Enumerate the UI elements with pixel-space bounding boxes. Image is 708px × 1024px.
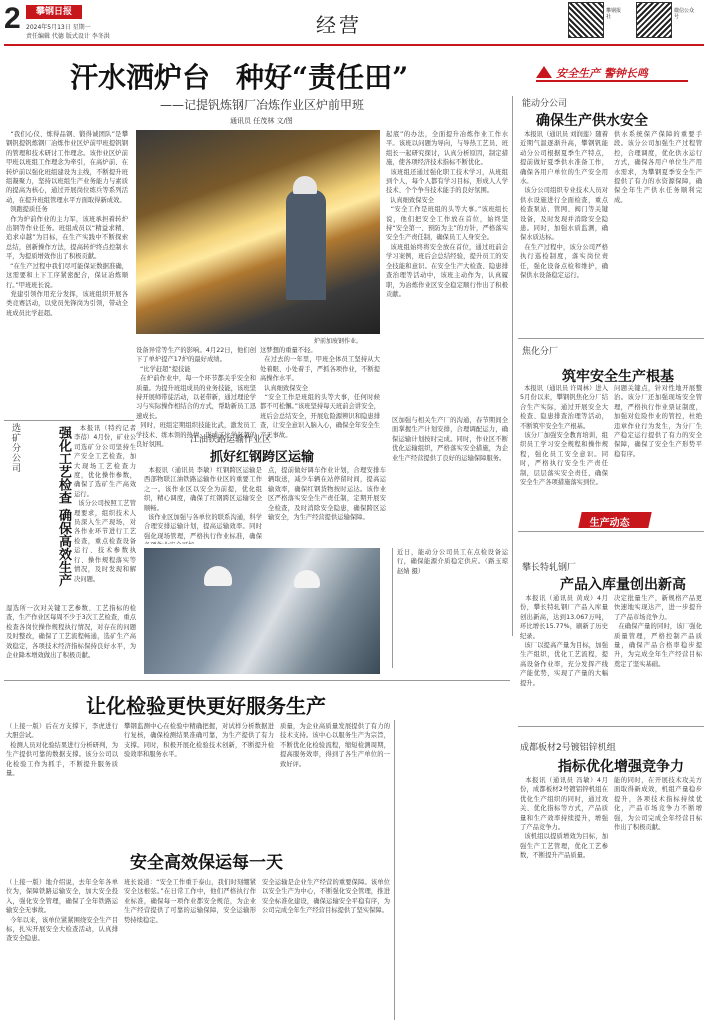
jianyan-col-3: 质量，为企业高质量发展提供了有力的技术支持。该中心以服务生产为宗旨，不断优化化检验流程，缩短检测周期，提高服务效率，得到了各生产单位的一致好评。 [280, 723, 390, 768]
logo-text: 攀钢日报 [35, 7, 72, 17]
lingsheng-col-2: 供水系统保产保障的重要手段。该分公司加强生产过程管控，合理调度，优化供水运行方式，确保各用户单位生产用水需求，为攀钢夏季安全生产提供了有力的水资源保障，确保全年生产供水任务顺利完成。 [614, 131, 702, 204]
zhixiaofeng-col-1: 本报讯（特约记者 李蓓）4月份，矿业公司选矿分公司坚持生产安全工艺检查，加大现场工艺检查力度，优化操作参数，确保了选矿生产高效运行。 该分公司按照工艺管理要求，组织技术人员深入生产现场，对各作业环节进行工艺检查，重点检查设备运行、技术参数执行、操作规程落实等情况，及时发现和解决问题。 [74, 425, 136, 583]
qr-code-2 [636, 2, 672, 38]
photo-helmet-1 [204, 566, 232, 586]
jiaohua-col-1: 本报讯（通讯员 许周林）进入5月份以来，攀钢钒焦化分厂结合生产实际，通过开展安全大检查、隐患排查治理等活动，不断筑牢安全生产根基。 该分厂加强安全教育培训，组织员工学习安全规程和操作规程，强化员工安全意识。同时，严格执行安全生产责任制，层层落实安全责任，确保安全生产各项措施落实到位。 [520, 385, 608, 487]
banner-triangle-icon [536, 66, 552, 78]
lingsheng-col-1: 本报讯（通讯员 刘润莲）随着近期气温逐渐升高，攀钢钒能动分公司根据夏季生产特点，提前做好夏季供水准备工作，确保各用户单位的生产安全用水。 该分公司组织专业技术人员对供水设施进行全面检查，重点检查泵站、管网、阀门等关键设备，及时发现并消除安全隐患。同时，加强水质监测，确保水质达标。 在生产过程中，该分公司严格执行巡检制度，落实岗位责任，强化设备点检和维护，确保供水设备稳定运行。 [520, 131, 608, 280]
rule-right-2 [518, 531, 704, 532]
qr-code-1 [568, 2, 604, 38]
jiaohua-headline: 筑牢安全生产根基 [562, 369, 674, 385]
photo-helmet-shape [293, 176, 317, 194]
zhixiaofeng-headline: 强化工艺检查 确保高效生产 [56, 426, 71, 587]
zhixiaofeng-section: 选矿分公司 [12, 424, 22, 474]
jiangyou-col-3: 区加强与相关生产厂的沟通，春节期间全面掌握生产计划安排，合理调配运力，确保运输计划按时完成。同时，作业区不断优化运输组织，严格落实安全措施，为企业生产经营提供了良好的运输保障服务。 [392, 417, 508, 462]
jiangyou-headline: 抓好红钢跨区运输 [210, 450, 315, 465]
lingsheng-headline: 确保生产供水安全 [536, 113, 648, 129]
rule-right-1 [518, 338, 704, 339]
lead-subhead: ——记提钒炼钢厂冶炼作业区炉前甲班 [160, 98, 365, 112]
banner-title: 安全生产 警钟长鸣 [556, 67, 648, 80]
lead-headline [70, 56, 480, 96]
lead-byline: 通讯员 任茂林 文/图 [230, 117, 293, 125]
rule-right-3 [518, 726, 704, 727]
panxin-col-2: 决定批量生产，新规格产品更快速地实现达产，进一步提升了产品市场竞争力。 在确保产量的同时，该厂强化质量管理，严格控制产品质量，确保产品合格率稳步提升，为完成全年生产经营目标奠定了坚实基础。 [614, 595, 702, 668]
yunshu-col-3: 安全运输是企业生产经营的重要保障。该单位以安全生产为中心，不断强化安全管理，推进安全标准化建设，确保运输安全平稳有序，为公司完成全年生产经营目标提供了坚实保障。 [262, 879, 390, 915]
lingsheng-section: 能动分公司 [522, 99, 568, 109]
qr1-caption: 攀钢报社 [606, 8, 622, 20]
masthead-rule [4, 44, 704, 46]
rule-bottom-1 [4, 680, 510, 681]
page-number: 2 [4, 2, 21, 35]
panxin-col-1: 本报讯（通讯员 黄成）4月份，攀长特轧钢厂产品入库量创出新高，达到13.067万吨，环比增长15.77%，刷新了历史纪录。 该厂以提高产量为目标，加强生产组织，优化工艺流程，提高设备作业率，充分发挥产线产能优势，实现了产量的大幅提升。 [520, 595, 608, 687]
safety-banner [536, 62, 688, 82]
zhixiaofeng-col-2: 湿选所一次对关键工艺参数、工艺指标的检查，生产作业区每周不少于3次工艺检查，重点检查各岗位操作规程执行情况，对存在的问题及时整改，确保了工艺流程畅通，选矿生产高效稳定，各项技术经济指标保持良好水平，为企业降本增效做出了积极贡献。 [6, 605, 136, 660]
date-line: 2024年5月13日 星期一 [26, 24, 91, 31]
yunshu-col-1: （上接一版）地介绍说，去年全年各单位为，保障铁路运输安全，加大安全投入，强化安全管理，确保了全年铁路运输安全无事故。 今年以来，该单位紧紧围绕安全生产目标，扎实开展安全大检查活动，认真排查安全隐患。 [6, 879, 118, 943]
lead-col-4: 起底”的办法，全面提升冶炼作业工作水平。该班以问题为导向，与导热工艺员、班组长一起研究探讨，认真分析原因，制定措施，使各项经济技术指标不断优化。 该班组还通过强化职工技术学习，从班组到个人，每个人都有学习目标，形成人人学技术、个个争当技术能手的良好氛围。 认真细致保安全 “安全工作是班组的头等大事。”该班组长说，他们把安全工作放在首位，始终坚持“安全第一、预防为主”的方针，严格落实安全生产责任制，确保员工人身安全。 该班组始终将安全放在首位，通过班前会学习案例，班后会总结经验，提升员工的安全技能和意识。在安全生产大检查、隐患排查治理等活动中，该班主动作为，认真履职，为冶炼作业区安全稳定顺行作出了积极贡献。 [386, 131, 508, 298]
jianyan-headline: 让化检验更快更好服务生产 [86, 694, 326, 718]
column-divider-bottom [394, 720, 395, 1020]
editor-line: 责任编辑 代德 版式设计 李冬洪 [26, 33, 110, 40]
photo-worker-shape [286, 190, 326, 300]
chengdu-col-2: 能的同时，在开展技术攻关方面取得新成效，机组产量稳步提升，各项技术指标持续优化，产品市场竞争力不断增强，为公司完成全年经营目标作出了积极贡献。 [614, 777, 702, 832]
jianyan-col-1: （上接一版）后在方支撑下，李虎进行大胆尝试。 检测人员对化验结果进行分析研判，为生产提供可靠的数据支撑。该分公司以化检验工作为抓手，不断提升服务质量。 [6, 723, 118, 778]
workers-photo [144, 548, 380, 674]
chengdu-section: 成都板材2号镀铝锌机组 [520, 743, 616, 753]
masthead-logo [26, 5, 82, 19]
jiangyou-col-1: 本报讯（通讯员 李敏）红钢跨区运输是西部物联江油铁路运输作业区的重要工作之一。该作业区以安全为前提，优化组织，精心调度，确保了红钢跨区运输安全顺畅。 该作业区加强与各单位的联系沟通，科学合理安排运输计划，提高运输效率。同时强化现场管理，严格执行作业标准，确保 [144, 467, 262, 540]
headline-part-a: 汗水洒炉台 [70, 61, 211, 94]
photo-helmet-2 [294, 570, 320, 588]
panxin-headline: 产品入库量创出新高 [560, 577, 686, 593]
yunshu-headline: 安全高效保运每一天 [130, 853, 283, 873]
jianyan-col-2: 攀钢监测中心在检验中精确把握，对试样分析数据进行复核，确保检测结果准确可靠，为生产提供了有力支撑。同时，积极开展化检验技术创新，不断提升检验效率和服务水平。 [124, 723, 274, 759]
column-divider-main [512, 96, 513, 636]
qr2-caption: 微信公众号 [674, 8, 695, 20]
jiangyou-section: 江油铁路运输作业区 [190, 435, 272, 445]
jiangyou-col-2: 点，提前做好调车作业计划，合理安排车辆取送，减少车辆在站停留时间，提高运输效率，确保红钢货物按时运达。该作业区严格落实安全生产责任制，定期开展安全检查，及时消除安全隐患，确保跨区运输安全，为生产经营提供运输保障。 [268, 467, 386, 522]
panxin-section: 攀长特轧钢厂 [522, 563, 577, 573]
yunshu-col-2: 班长说道：“安全工作重于泰山，我们时刻绷紧安全这根弦。”在日常工作中，他们严格执行作业标准，确保每一项作业都安全规范，为企业生产经营提供了可靠的运输保障，安全运输形势持续稳定。 [124, 879, 256, 924]
chengdu-col-1: 本报讯（通讯员 冯敏）4月份，成都板材2号镀铝锌机组在优化生产组织的同时，通过攻关、优化指标等方式，产品质量和生产效率持续提升，增强了产品竞争力。 该机组以提质增效为目标，加强生产工艺管理，优化工艺参数，不断提升产品质量。 [520, 777, 608, 860]
jiaohua-col-2: 问题关键点，针对性地开展整治。该分厂还加强现场安全管理，严格执行作业票证制度，加强对危险作业的管控，杜绝违章作业行为发生，为分厂生产稳定运行提供了有力的安全保障，确保了安全生产形势平稳有序。 [614, 385, 702, 458]
rule-mid-1 [4, 420, 134, 421]
badge-text: 生产动态 [589, 518, 630, 529]
section-title: 经营 [316, 13, 362, 37]
chengdu-headline: 指标优化增强竞争力 [558, 759, 684, 775]
lead-col-2: 设备异常等生产的影响。4月22日，他们创下了单炉提产17炉的最好成绩。 “比学赶超”提技能 在炉前作业中，每一个环节都关乎安全和质量。为提升班组成员的业务技能，该班坚持开展师带徒活动，以老带新，通过理论学习与实际操作相结合的方式，帮助新员工迅速成长。 同时，班组定期组织技能比武，激发员工学技术、练本领的热情，形成了比学赶超的良好氛围。 [136, 347, 256, 449]
headline-part-b: 种好“责任田” [236, 61, 409, 94]
lead-col-3: 这梦想的重量不轻。 在过去的一年里，甲班全体员工坚持从大处着眼、小处着手，严抓各项作业，不断提高操作水平。 认真细致保安全 “安全工作是班组的头等大事，任何时候都不可松懈。”该班坚持每天班前会讲安全，班后会总结安全，开展危险源辨识和隐患排查，让安全意识入脑入心，确保全年安全生产无事故。 [260, 347, 380, 439]
news-badge [578, 512, 651, 528]
lead-col-1: “我们心仪、炼得品钢、锻得诚团队”是攀钢钒提钒炼钢厂冶炼作业区炉前甲班提钒钢的管理和技术研讨工作理念。该作业区炉前甲班以班组工作理念为牵引，在高炉前、在转炉前以强化班组建设为主线，不断提升班组凝聚力，坚持以班组生产业务能力与素质的提高为核心，通过开展岗位练兵等系列活动，在提升班组管理水平方面取得新成效。 领跑提质任务 作为炉前作业的主力军，该班承担着转炉出钢等作业任务。班组成员以“精益求精、追求卓越”为目标，在生产实践中不断探索总结，创新操作方法，提高转炉终点控制水平，为提质增效作出了积极贡献。 “在生产过程中我们尽可能保证数据准确，这需要和上下工序紧密配合，保证冶炼顺行。”甲班班长说。 党建引领作用充分发挥，该班组织开展各类竞赛活动，以党员先锋岗为引领，带动全班成员比学赶超。 [6, 131, 128, 317]
masthead [0, 0, 708, 44]
jiaohua-section: 焦化分厂 [522, 347, 559, 357]
lead-photo [136, 130, 380, 334]
workers-photo-caption: 近日，能动分公司员工在点检设备运行，确保能源介质稳定供应。（路玉琼 赵婧 摄） [392, 548, 508, 668]
lead-photo-caption: 炉前加废钢作业。 [314, 338, 363, 345]
